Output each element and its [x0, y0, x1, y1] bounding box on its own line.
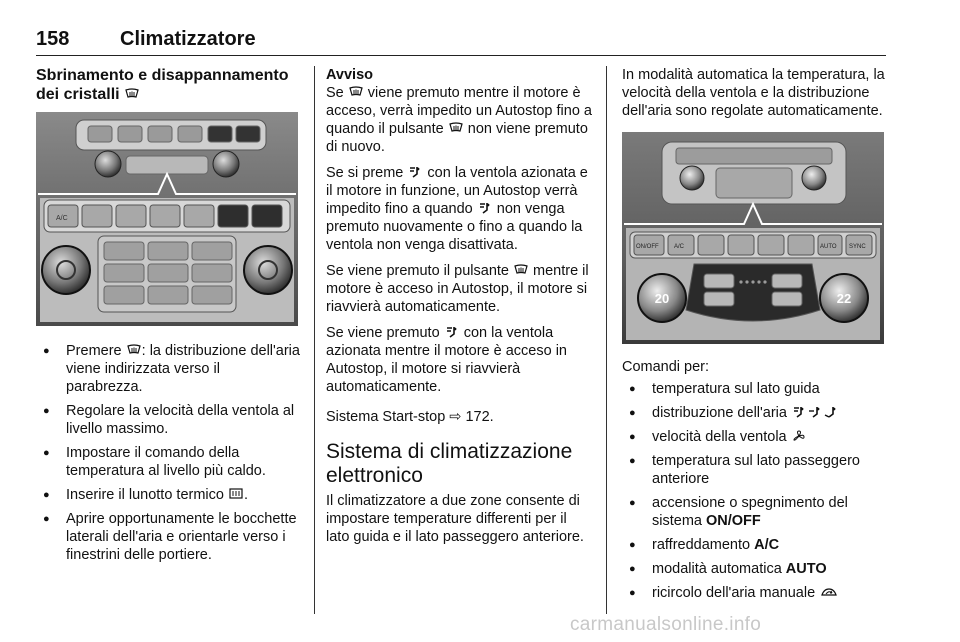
air-to-windshield-icon	[445, 326, 459, 338]
windshield-defrost-icon	[349, 86, 363, 98]
list-item: ● distribuzione dell'aria	[622, 404, 890, 422]
svg-text:20: 20	[654, 291, 670, 306]
svg-text:SYNC: SYNC	[849, 244, 866, 250]
list-item: ● velocità della ventola	[622, 428, 890, 446]
note-paragraph-2: Se si preme con la ventola azionata e il motore in funzione, un Autostop verrà impedito fino a quando non venga premuto nuovamente o fino a quando la ventola non venga disattivata.	[326, 165, 588, 253]
chapter-title: Climatizzatore	[120, 28, 256, 50]
list-item: ● temperatura sul lato guida	[622, 380, 890, 398]
defrost-steps-list	[36, 342, 300, 564]
column-3	[622, 66, 890, 608]
controls-list	[622, 380, 890, 602]
list-item: ● raffreddamento A/C	[622, 536, 890, 554]
watermark: carmanualsonline.info	[570, 614, 762, 635]
column-divider	[606, 66, 607, 614]
air-to-face-icon	[808, 406, 822, 418]
climate-panel-photo-2	[622, 132, 884, 344]
air-to-windshield-icon	[478, 202, 492, 214]
page-header	[36, 22, 886, 56]
section-heading: Sistema di climatizzazione elettronico	[326, 440, 573, 487]
list-item: ● Inserire il lunotto termico .	[36, 486, 300, 504]
auto-mode-intro: In modalità automatica la temperatura, la velocità della ventola e la distribuzione dell'aria sono regolate automaticamente.	[622, 67, 885, 119]
list-item: ● ricircolo dell'aria manuale	[622, 584, 890, 602]
climate-panel-photo-1	[36, 112, 298, 326]
windshield-defrost-icon	[125, 88, 139, 100]
column-divider	[314, 66, 315, 614]
page-ref-arrow-icon: ⇨	[449, 409, 462, 425]
note-title: Avviso	[326, 67, 374, 83]
svg-text:ON/OFF: ON/OFF	[636, 244, 659, 250]
list-item: ● accensione o spegnimento del sistema ON/OFF	[622, 494, 890, 530]
column-1	[36, 66, 300, 570]
list-item: ● Regolare la velocità della ventola al livello massimo.	[36, 402, 300, 438]
air-to-windshield-icon	[792, 406, 806, 418]
list-item: ● Aprire opportunamente le bocchette laterali dell'aria e orientarle verso i finestrini delle portiere.	[36, 510, 300, 564]
note-paragraph-4: Se viene premuto con la ventola azionata mentre il motore è acceso in Autostop, il motore si riavvierà automaticamente.	[326, 325, 567, 395]
page-number: 158	[36, 28, 70, 50]
list-item: ● Premere : la distribuzione dell'aria viene indirizzata verso il parabrezza.	[36, 342, 300, 396]
windshield-defrost-icon	[127, 344, 141, 356]
svg-text:A/C: A/C	[674, 244, 685, 250]
air-to-windshield-icon	[408, 166, 422, 178]
svg-text:A/C: A/C	[56, 215, 68, 222]
fan-icon	[792, 430, 806, 442]
column-2	[326, 66, 594, 546]
svg-text:22: 22	[836, 291, 852, 306]
list-item: ● modalità automatica AUTO	[622, 560, 890, 578]
list-item: ● temperatura sul lato passeggero anteriore	[622, 452, 890, 488]
air-to-feet-icon	[824, 406, 838, 418]
note-paragraph-1: Se viene premuto mentre il motore è acceso, verrà impedito un Autostop fino a quando il pulsante non viene premuto di nuovo.	[326, 85, 592, 155]
crossref-start-stop[interactable]: Sistema Start-stop ⇨ 172.	[326, 409, 494, 425]
defrost-heading: Sbrinamento e disappannamento dei cristalli	[36, 67, 289, 103]
windshield-defrost-icon	[514, 264, 528, 276]
windshield-defrost-icon	[449, 122, 463, 134]
list-item: ● Impostare il comando della temperatura al livello più caldo.	[36, 444, 300, 480]
recirculation-icon	[820, 586, 838, 598]
controls-label: Comandi per:	[622, 359, 710, 375]
section-body: Il climatizzatore a due zone consente di impostare temperature differenti per il lato guida e il lato passeggero anteriore.	[326, 493, 584, 545]
svg-text:AUTO: AUTO	[820, 244, 837, 250]
note-paragraph-3: Se viene premuto il pulsante mentre il motore è acceso in Autostop, il motore si riavvierà automaticamente.	[326, 263, 589, 315]
rear-window-heater-icon	[229, 488, 243, 500]
